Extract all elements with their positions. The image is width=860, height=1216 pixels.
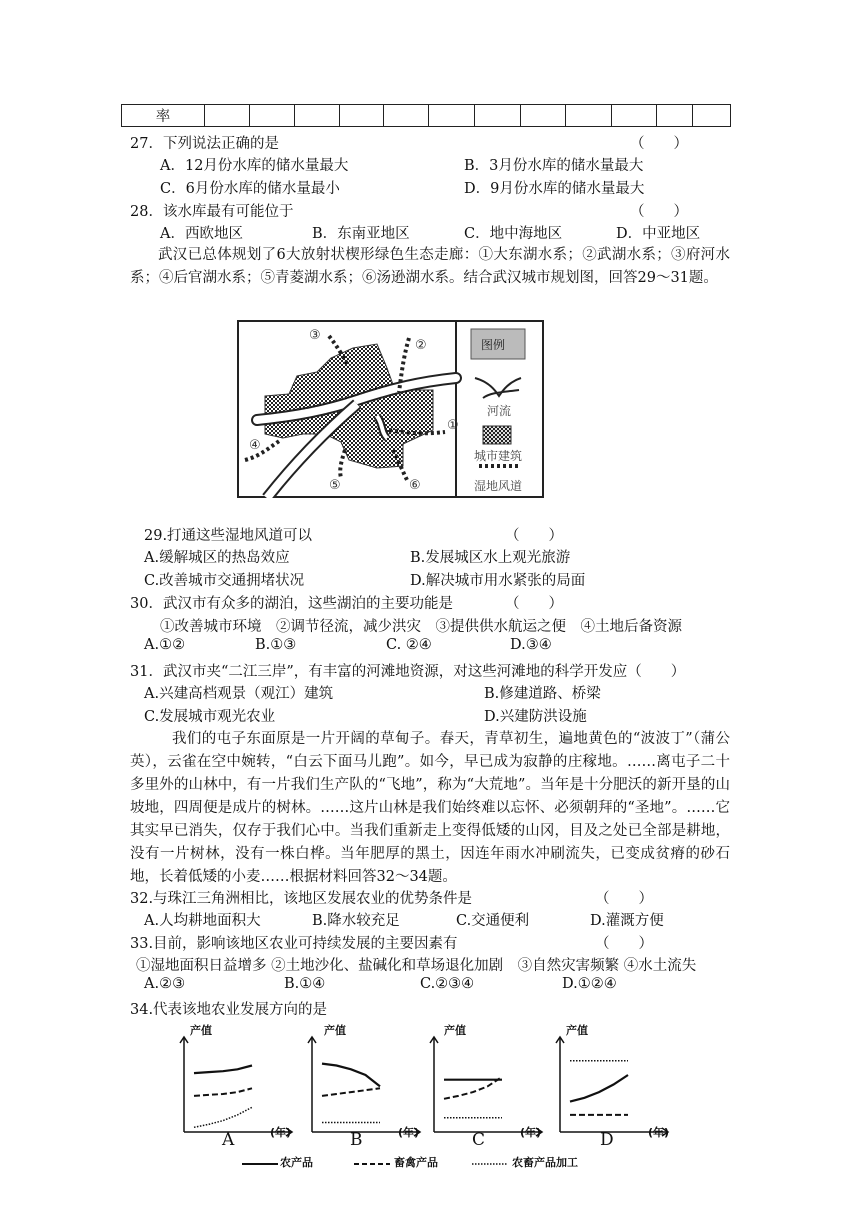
chart-panel-d — [556, 1037, 668, 1136]
legend-processing-line — [470, 1158, 510, 1170]
legend-livestock-line — [352, 1158, 392, 1170]
table-cell — [693, 105, 731, 127]
map-label-3: ③ — [309, 328, 321, 343]
table-cell — [475, 105, 521, 127]
chart-c-xlabel: (年) — [520, 1126, 542, 1139]
q31-option-c: C.发展城市观光农业 — [144, 709, 276, 725]
chart-b-ylabel: 产值 — [324, 1024, 346, 1037]
q29-option-b: B.发展城区水上观光旅游 — [410, 550, 571, 566]
legend-river-label: 河流 — [487, 404, 512, 418]
q34-charts — [160, 1020, 700, 1200]
legend-processing-label: 农畜产品加工 — [512, 1156, 578, 1169]
q30-items: ①改善城市环境 ②调节径流，减少洪灾 ③提供供水航运之便 ④土地后备资源 — [160, 619, 682, 635]
legend-livestock-label: 畜禽产品 — [394, 1156, 438, 1169]
series-line-agri — [322, 1064, 380, 1087]
q33-items: ①湿地面积日益增多 ②土地沙化、盐碱化和草场退化加剧 ③自然灾害频繁 ④水土流失 — [136, 958, 697, 974]
q29-answer-paren: （ ） — [505, 528, 563, 544]
q33-option-d: D.①②④ — [562, 976, 617, 992]
chart-panel-b — [308, 1037, 420, 1136]
chart-d-xlabel: (年) — [648, 1126, 670, 1139]
legend-building-label: 城市建筑 — [474, 449, 523, 463]
map-label-2: ② — [415, 338, 427, 353]
q31-option-b: B.修建道路、桥梁 — [484, 686, 601, 702]
legend-building-symbol — [483, 426, 511, 444]
q27-answer-paren: （ ） — [630, 136, 688, 152]
series-line-livestock — [194, 1088, 252, 1096]
q32-option-b: B.降水较充足 — [312, 913, 400, 929]
q32-option-d: D.灌溉方便 — [590, 913, 664, 929]
table-cell — [612, 105, 657, 127]
map-label-5: ⑤ — [329, 478, 341, 493]
q33-answer-paren: （ ） — [595, 936, 653, 952]
q32-stem: 32.与珠江三角洲相比，该地区发展农业的优势条件是 — [130, 891, 473, 907]
chart-a-xlabel: (年) — [270, 1126, 292, 1139]
table-cell — [205, 105, 250, 127]
intro-village-paragraph: 我们的屯子东面原是一片开阔的草甸子。春天，青草初生，遍地黄色的“波波丁”（蒲公英），云雀在空中婉转，“白云下面马儿跑”。如今，早已成为寂静的庄稼地。……离屯子二十多里外的山林中，有一片我们生产队的“飞地”，称为“大荒地”。当年是十分肥沃的新开垦的山坡地，四周便是成片的树林。……这片山林是我们始终难以忘怀、必须朝拜的“圣地”。……它其实早已消失，仅存于我们心中。当我们重新走上变得低矮的山冈，目及之处已全部是耕地，没有一片树林，没有一株白桦。当年肥厚的黑土，因连年雨水冲刷流失，已变成贫瘠的砂石地，长着低矮的小麦……根据材料回答32～34题。 — [130, 731, 730, 885]
q30-option-a: A.①② — [144, 637, 186, 653]
q28-option-b: B．东南亚地区 — [312, 226, 410, 242]
q34-stem: 34.代表该地农业发展方向的是 — [130, 1002, 328, 1018]
q32-answer-paren: （ ） — [595, 891, 653, 907]
table-row-label: 率 — [122, 105, 205, 127]
chart-b-letter: B — [350, 1130, 363, 1150]
q28-option-c: C．地中海地区 — [464, 226, 563, 242]
chart-c-letter: C — [472, 1130, 486, 1150]
table-row — [122, 105, 731, 127]
wuhan-map — [237, 320, 544, 498]
q33-stem: 33.目前，影响该地区农业可持续发展的主要因素有 — [130, 936, 458, 952]
q27-option-b: B．3月份水库的储水量最大 — [464, 158, 644, 174]
q30-option-d: D.③④ — [510, 637, 552, 653]
q30-stem: 30．武汉市有众多的湖泊，这些湖泊的主要功能是 — [130, 596, 453, 612]
chart-a-letter: A — [222, 1130, 235, 1150]
chart-c-ylabel: 产值 — [444, 1024, 466, 1037]
q27-option-a: A．12月份水库的储水量最大 — [160, 158, 349, 174]
chart-d-letter: D — [600, 1130, 614, 1150]
q31-stem: 31．武汉市夹“二江三岸”，有丰富的河滩地资源，对这些河滩地的科学开发应（ ） — [130, 664, 686, 680]
series-line-agri — [194, 1066, 252, 1074]
q34-charts-svg — [160, 1020, 700, 1200]
table-cell — [250, 105, 295, 127]
legend-title: 图例 — [481, 338, 506, 352]
q31-option-a: A.兴建高档观景（观江）建筑 — [144, 686, 334, 702]
q31-option-d: D.兴建防洪设施 — [484, 709, 587, 725]
table-cell — [429, 105, 475, 127]
table-cell — [566, 105, 612, 127]
q30-answer-paren: （ ） — [505, 596, 563, 612]
series-line-agri — [570, 1075, 628, 1102]
table-cell — [521, 105, 566, 127]
q28-option-d: D．中亚地区 — [616, 226, 701, 242]
data-table — [121, 104, 731, 127]
q33-option-a: A.②③ — [144, 976, 186, 992]
q29-stem: 29.打通这些湿地风道可以 — [144, 528, 313, 544]
q30-option-b: B.①③ — [255, 637, 297, 653]
q33-option-b: B.①④ — [284, 976, 326, 992]
chart-b-xlabel: (年) — [398, 1126, 420, 1139]
legend-agri-line — [240, 1158, 280, 1170]
q32-option-c: C.交通便利 — [456, 913, 530, 929]
q33-option-c: C.②③④ — [420, 976, 475, 992]
q28-stem: 28．该水库最有可能位于 — [130, 204, 294, 220]
q27-option-d: D．9月份水库的储水量最大 — [464, 181, 645, 197]
map-label-1: ① — [447, 418, 459, 433]
q27-stem: 27．下列说法正确的是 — [130, 136, 279, 152]
table-cell — [657, 105, 693, 127]
q29-option-a: A.缓解城区的热岛效应 — [144, 550, 290, 566]
q32-option-a: A.人均耕地面积大 — [144, 913, 261, 929]
q29-option-d: D.解决城市用水紧张的局面 — [410, 573, 586, 589]
table-cell — [295, 105, 340, 127]
series-line-livestock — [322, 1088, 380, 1096]
legend-agri-label: 农产品 — [280, 1156, 313, 1169]
q27-option-c: C．6月份水库的储水量最小 — [160, 181, 340, 197]
series-line-processing — [194, 1107, 252, 1127]
table-cell — [384, 105, 429, 127]
map-label-4: ④ — [249, 438, 261, 453]
q30-option-c: C. ②④ — [386, 637, 432, 653]
q29-option-c: C.改善城市交通拥堵状况 — [144, 573, 305, 589]
chart-a-ylabel: 产值 — [190, 1024, 212, 1037]
chart-panel-c — [430, 1037, 542, 1136]
q28-answer-paren: （ ） — [630, 204, 688, 220]
table-cell — [340, 105, 384, 127]
legend-wetland-label: 湿地风道 — [474, 479, 523, 493]
chart-panel-a — [180, 1037, 292, 1136]
q28-option-a: A．西欧地区 — [160, 226, 243, 242]
map-label-6: ⑥ — [409, 478, 421, 493]
chart-d-ylabel: 产值 — [566, 1024, 588, 1037]
intro-wuhan-paragraph: 武汉已总体规划了6大放射状楔形绿色生态走廊：①大东湖水系；②武湖水系；③府河水系；④后官湖水系；⑤青菱湖水系；⑥汤逊湖水系。结合武汉城市规划图，回答29～31题。 — [130, 247, 730, 286]
